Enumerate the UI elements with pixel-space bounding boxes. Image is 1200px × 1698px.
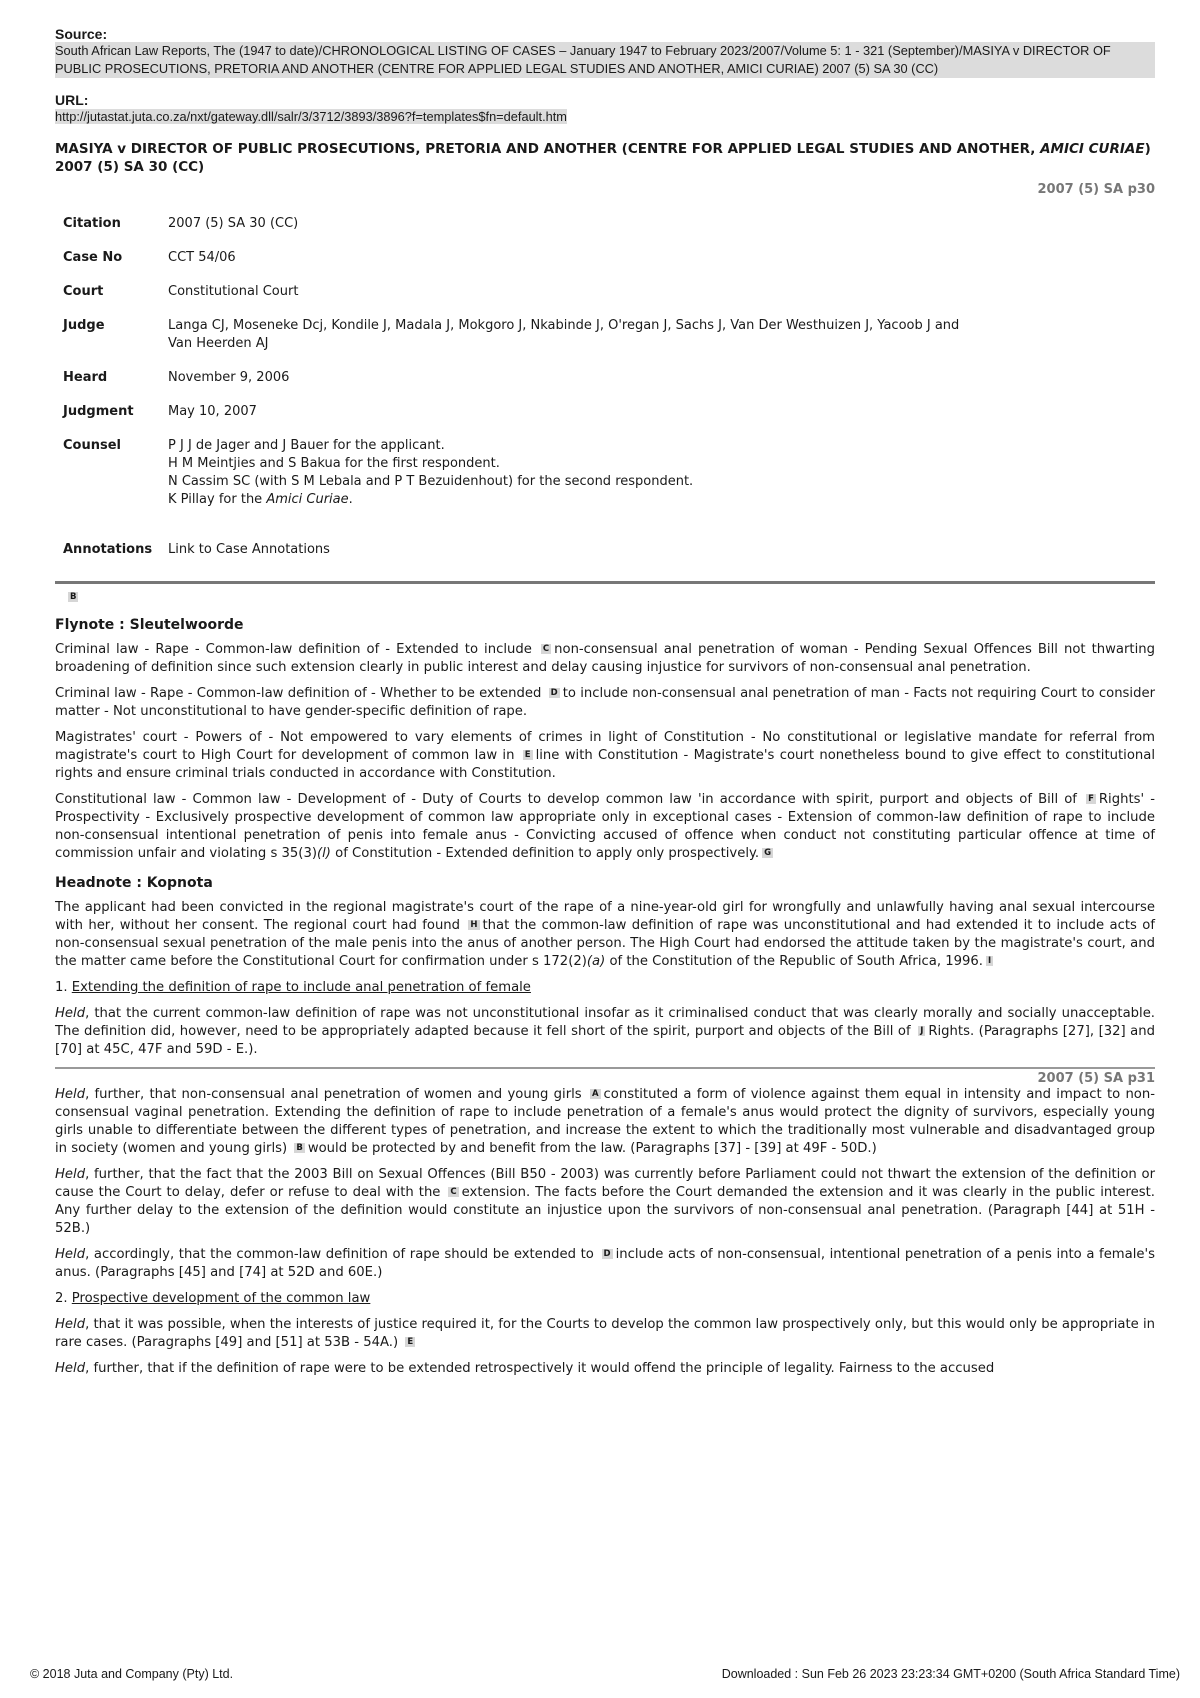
source-block	[55, 26, 1155, 78]
meta-value: November 9, 2006	[168, 370, 290, 385]
headnote-heading: Headnote : Kopnota	[55, 875, 213, 891]
meta-value: CCT 54/06	[168, 250, 236, 265]
case-title-main: MASIYA v DIRECTOR OF PUBLIC PROSECUTIONS, PRETORIA AND ANOTHER (CENTRE FOR APPLIED LEGAL STUDIES AND ANOTHER,	[55, 141, 1041, 157]
margin-marker: A	[591, 1089, 599, 1099]
held-label: Held	[55, 1361, 86, 1376]
meta-value: Constitutional Court	[168, 284, 299, 299]
judge-line: Langa CJ, Moseneke Dcj, Kondile J, Madala J, Mokgoro J, Nkabinde J, O'regan J, Sachs J, Van Der Westhuizen J, Yacoob J and	[168, 318, 960, 333]
headnote-paragraph	[55, 1166, 1155, 1238]
headnote-paragraph	[55, 1316, 1155, 1352]
flynote-paragraph	[55, 641, 1155, 677]
meta-key: Court	[63, 284, 104, 299]
url-label: URL:	[55, 92, 89, 108]
text: , further, that non-consensual anal penetration of women and young girls	[85, 1087, 587, 1102]
section-number: 1.	[55, 980, 72, 995]
text: Constitutional law - Common law - Development of - Duty of Courts to develop common law 'in accordance with spirit, purport and objects of Bill of	[55, 792, 1084, 807]
text: Magistrates' court - Powers of - Not empowered to vary elements of crimes in light of Constitution - No constitutional or legislative mandate for referral from magistrate's court to High Court for development of common law in	[55, 730, 1155, 763]
section-title: Extending the definition of rape to include anal penetration of female	[71, 980, 531, 995]
meta-row-judgment	[63, 403, 959, 421]
headnote-paragraph	[55, 1246, 1155, 1282]
footer-download-stamp: Downloaded : Sun Feb 26 2023 23:23:34 GMT+0200 (South Africa Standard Time)	[721, 1667, 1180, 1681]
headnote-paragraph	[55, 899, 1155, 971]
text: constituted a form of violence against them equal in intensity and impact to non-consensual vaginal penetration. Extending the definition of rape to include penetration of a female's anus would protect the dignity of survivors, especially young girls unable to differentiate between the different types of penetration, and increase the extent to which the traditionally most vulnerable and disadvantaged group in society (women and young girls)	[55, 1087, 1155, 1156]
margin-marker: D	[603, 1249, 611, 1259]
margin-marker: J	[920, 1026, 924, 1036]
case-metadata-table	[63, 215, 959, 559]
flynote-heading: Flynote : Sleutelwoorde	[55, 617, 244, 633]
text: , further, that the fact that the 2003 Bill on Sexual Offences (Bill B50 - 2003) was currently before Parliament could not thwart the extension of the definition or cause the Court to delay, defer or refuse to deal with the	[55, 1167, 1155, 1200]
margin-marker: E	[524, 750, 531, 760]
counsel-line: P J J de Jager and J Bauer for the applicant.	[168, 438, 445, 453]
margin-marker: H	[470, 920, 478, 930]
headnote-paragraph	[55, 1360, 1155, 1378]
meta-row-counsel	[63, 437, 959, 509]
text: , further, that if the definition of rape were to be extended retrospectively it would offend the principle of legality. Fairness to the accused	[85, 1361, 995, 1376]
text: would be protected by and benefit from the law. (Paragraphs [37] - [39] at 49F - 50D.)	[307, 1141, 877, 1156]
headnote-section-title	[55, 979, 1155, 997]
section-divider	[55, 581, 1155, 584]
judge-line: Van Heerden AJ	[168, 336, 269, 351]
meta-key: Judge	[63, 318, 105, 333]
text: Criminal law - Rape - Common-law definition of - Whether to be extended	[55, 686, 546, 701]
text: Rights. (Paragraphs [27], [32] and [70] at 45C, 47F and 59D - E.).	[55, 1024, 1155, 1057]
meta-row-citation	[63, 215, 959, 233]
italic-text: (a)	[586, 954, 606, 969]
margin-marker: C	[450, 1187, 457, 1197]
meta-key: Heard	[63, 370, 108, 385]
document-page	[55, 26, 1155, 1386]
meta-value	[168, 437, 959, 509]
text: non-consensual anal penetration of woman - Pending Sexual Offences Bill not thwarting broadening of definition since such extension clearly in public interest and delay causing injustice for survivors of non-consensual anal penetration.	[55, 642, 1155, 675]
counsel-line	[168, 491, 959, 509]
held-label: Held	[55, 1167, 86, 1182]
meta-row-heard	[63, 369, 959, 387]
counsel-line: H M Meintjies and S Bakua for the first respondent.	[168, 456, 500, 471]
text: to include non-consensual anal penetration of man - Facts not requiring Court to consider matter - Not unconstitutional to have gender-specific definition of rape.	[55, 686, 1155, 719]
margin-marker: E	[407, 1337, 414, 1347]
source-label: Source:	[55, 26, 108, 42]
text: of the Constitution of the Republic of South Africa, 1996.	[605, 954, 983, 969]
margin-marker: C	[542, 644, 550, 654]
meta-row-judge	[63, 317, 959, 353]
headnote-section-title	[55, 1290, 1155, 1308]
case-title-tail: ) 2007 (5) SA 30 (CC)	[55, 141, 1151, 175]
section-number: 2.	[55, 1291, 72, 1306]
counsel-text: K Pillay for the	[168, 492, 267, 507]
text: include acts of non-consensual, intentional penetration of a penis into a female's anus. (Paragraphs [45] and [74] at 52D and 60E.)	[55, 1247, 1156, 1280]
held-label: Held	[55, 1087, 86, 1102]
annotations-link[interactable]: Link to Case Annotations	[168, 542, 330, 557]
source-text: South African Law Reports, The (1947 to date)/CHRONOLOGICAL LISTING OF CASES – January 1947 to February 2023/2007/Volume 5: 1 - 321 (September)/MASIYA v DIRECTOR OF PUBLIC PROSECUTIONS, PRETORIA AND ANOTHER (CENTRE FOR APPLIED LEGAL STUDIES AND ANOTHER, AMICI CURIAE) 2007 (5) SA 30 (CC)	[55, 42, 1155, 78]
text: line with Constitution - Magistrate's court nonetheless bound to give effect to constitutional rights and ensure criminal trials conducted in accordance with Constitution.	[55, 748, 1155, 781]
held-label: Held	[55, 1317, 86, 1332]
text: , that the current common-law definition of rape was not unconstitutional insofar as it criminalised conduct that was clearly morally and socially unacceptable. The definition did, however, need to be appropriately adapted because it fell short of the spirit, purport and objects of the Bill of	[55, 1006, 1155, 1039]
margin-marker: D	[550, 688, 558, 698]
margin-marker: F	[1088, 794, 1094, 804]
italic-text: (l)	[316, 846, 331, 861]
page-reference: 2007 (5) SA p30	[1037, 182, 1155, 197]
counsel-italic: Amici Curiae	[266, 492, 349, 507]
margin-marker: B	[296, 1143, 303, 1153]
text: Criminal law - Rape - Common-law definition of - Extended to include	[55, 642, 538, 657]
text: The applicant had been convicted in the regional magistrate's court of the rape of a nine-year-old girl for wrongfully and unlawfully having anal sexual intercourse with her, without her consent. The regional court had found	[55, 900, 1155, 933]
counsel-line: N Cassim SC (with S M Lebala and P T Bezuidenhout) for the second respondent.	[168, 474, 694, 489]
section-title: Prospective development of the common law	[71, 1291, 371, 1306]
case-title	[55, 140, 1155, 176]
text: Rights' - Prospectivity - Exclusively prospective development of common law appropriate only in exceptional cases - Extension of common-law definition of rape to include non-consensual intentional penetration of penis into female anus - Convicting accused of offence when conduct not constituting particular offence at time of commission unfair and violating s 35(3)	[55, 792, 1155, 861]
flynote-paragraph	[55, 685, 1155, 721]
meta-key: Annotations	[63, 542, 153, 557]
headnote-paragraph	[55, 1005, 1155, 1059]
meta-key: Judgment	[63, 404, 134, 419]
meta-key: Citation	[63, 216, 121, 231]
meta-row-court	[63, 283, 959, 301]
url-link[interactable]: http://jutastat.juta.co.za/nxt/gateway.dll/salr/3/3712/3893/3896?f=templates$fn=default.htm	[55, 109, 567, 124]
text: of Constitution - Extended definition to apply only prospectively.	[330, 846, 760, 861]
page-reference: 2007 (5) SA p31	[1037, 1071, 1155, 1086]
meta-row-caseno	[63, 249, 959, 267]
text: that the common-law definition of rape was unconstitutional and had extended it to include acts of non-consensual sexual penetration of the male penis into the anus of another person. The High Court had endorsed the attitude taken by the magistrate's court, and the matter came before the Constitutional Court for confirmation under s 172(2)	[55, 918, 1155, 969]
margin-marker: I	[987, 956, 992, 966]
meta-key: Case No	[63, 250, 123, 265]
held-label: Held	[55, 1247, 86, 1262]
meta-row-annotations	[63, 541, 959, 559]
text: , accordingly, that the common-law definition of rape should be extended to	[85, 1247, 599, 1262]
headnote-paragraph	[55, 1086, 1155, 1158]
flynote-paragraph	[55, 729, 1155, 783]
meta-value: 2007 (5) SA 30 (CC)	[168, 216, 299, 231]
flynote-paragraph	[55, 791, 1155, 863]
meta-value: May 10, 2007	[168, 404, 257, 419]
case-title-italic: AMICI CURIAE	[1040, 141, 1145, 157]
counsel-text: .	[348, 492, 353, 507]
footer-copyright: © 2018 Juta and Company (Pty) Ltd.	[30, 1667, 234, 1681]
margin-marker: G	[764, 848, 772, 858]
margin-marker: B	[70, 592, 77, 602]
text: , that it was possible, when the interests of justice required it, for the Courts to develop the common law prospectively only, but this would only be appropriate in rare cases. (Paragraphs [49] and [51] at 53B - 54A.)	[55, 1317, 1155, 1350]
meta-key: Counsel	[63, 438, 121, 453]
text: extension. The facts before the Court demanded the extension and it was clearly in the public interest. Any further delay to the extension of the definition would constitute an injustice upon the survivors of non-consensual anal penetration. (Paragraph [44] at 51H - 52B.)	[55, 1185, 1155, 1236]
page-divider	[55, 1067, 1155, 1069]
held-label: Held	[55, 1006, 86, 1021]
url-block	[55, 92, 1155, 126]
meta-value	[168, 317, 959, 353]
